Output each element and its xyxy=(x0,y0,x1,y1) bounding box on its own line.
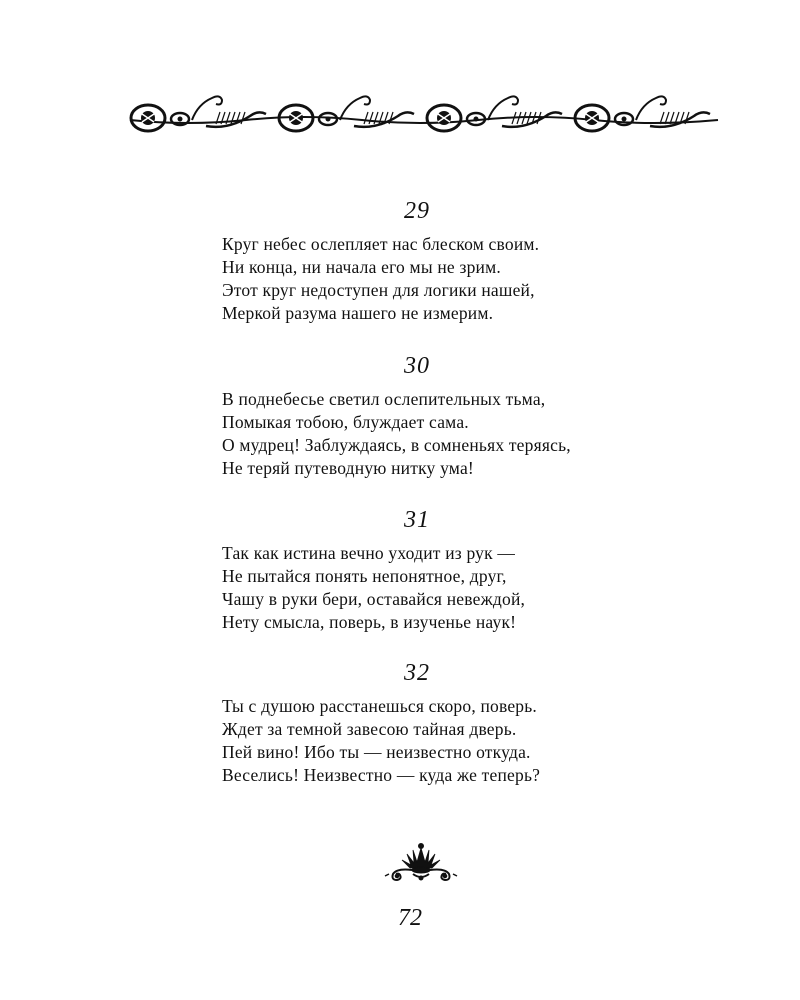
poem-number: 31 xyxy=(404,507,430,533)
verse-line: Пей вино! Ибо ты — неизвестно откуда. xyxy=(222,742,531,762)
verse-line: Этот круг недоступен для логики нашей, xyxy=(222,280,535,300)
verse-line: Не пытайся понять непонятное, друг, xyxy=(222,566,507,586)
verse-line: Веселись! Неизвестно — куда же теперь? xyxy=(222,765,541,785)
page-number: 72 xyxy=(398,905,422,931)
poem-number: 30 xyxy=(404,353,430,379)
scroll-vine-border-icon xyxy=(128,90,720,136)
verse-line: Не теряй путеводную нитку ума! xyxy=(222,458,474,478)
poem-29 xyxy=(222,197,682,325)
poem-number: 32 xyxy=(404,660,430,686)
verse-line: Ждет за темной завесою тайная дверь. xyxy=(222,719,517,739)
verse-line: Меркой разума нашего не измерим. xyxy=(222,303,494,323)
poem-32 xyxy=(222,659,682,787)
verse-line: Ни конца, ни начала его мы не зрим. xyxy=(222,257,501,277)
verse-line: В поднебесье светил ослепительных тьма, xyxy=(222,389,546,409)
verse-line: Чашу в руки бери, оставайся невеждой, xyxy=(222,589,526,609)
poem-30 xyxy=(222,352,682,480)
poem-31 xyxy=(222,506,682,634)
tendril-motif xyxy=(488,96,562,126)
verse-line: Ты с душою расстанешься скоро, поверь. xyxy=(222,696,538,716)
poem-number: 29 xyxy=(404,198,430,224)
verse-line: Круг небес ослепляет нас блеском своим. xyxy=(222,234,540,254)
palmette-flourish-icon xyxy=(383,842,459,884)
bud-motif xyxy=(319,113,337,125)
verse-line: Нету смысла, поверь, в изученье наук! xyxy=(222,612,517,632)
verse-line: Так как истина вечно уходит из рук — xyxy=(222,543,516,563)
verse-line: О мудрец! Заблуждаясь, в сомненьях теряясь, xyxy=(222,435,571,455)
rosette-motif xyxy=(131,105,165,131)
verse-line: Помыкая тобою, блуждает сама. xyxy=(222,412,469,432)
rosette-motif xyxy=(427,105,461,131)
